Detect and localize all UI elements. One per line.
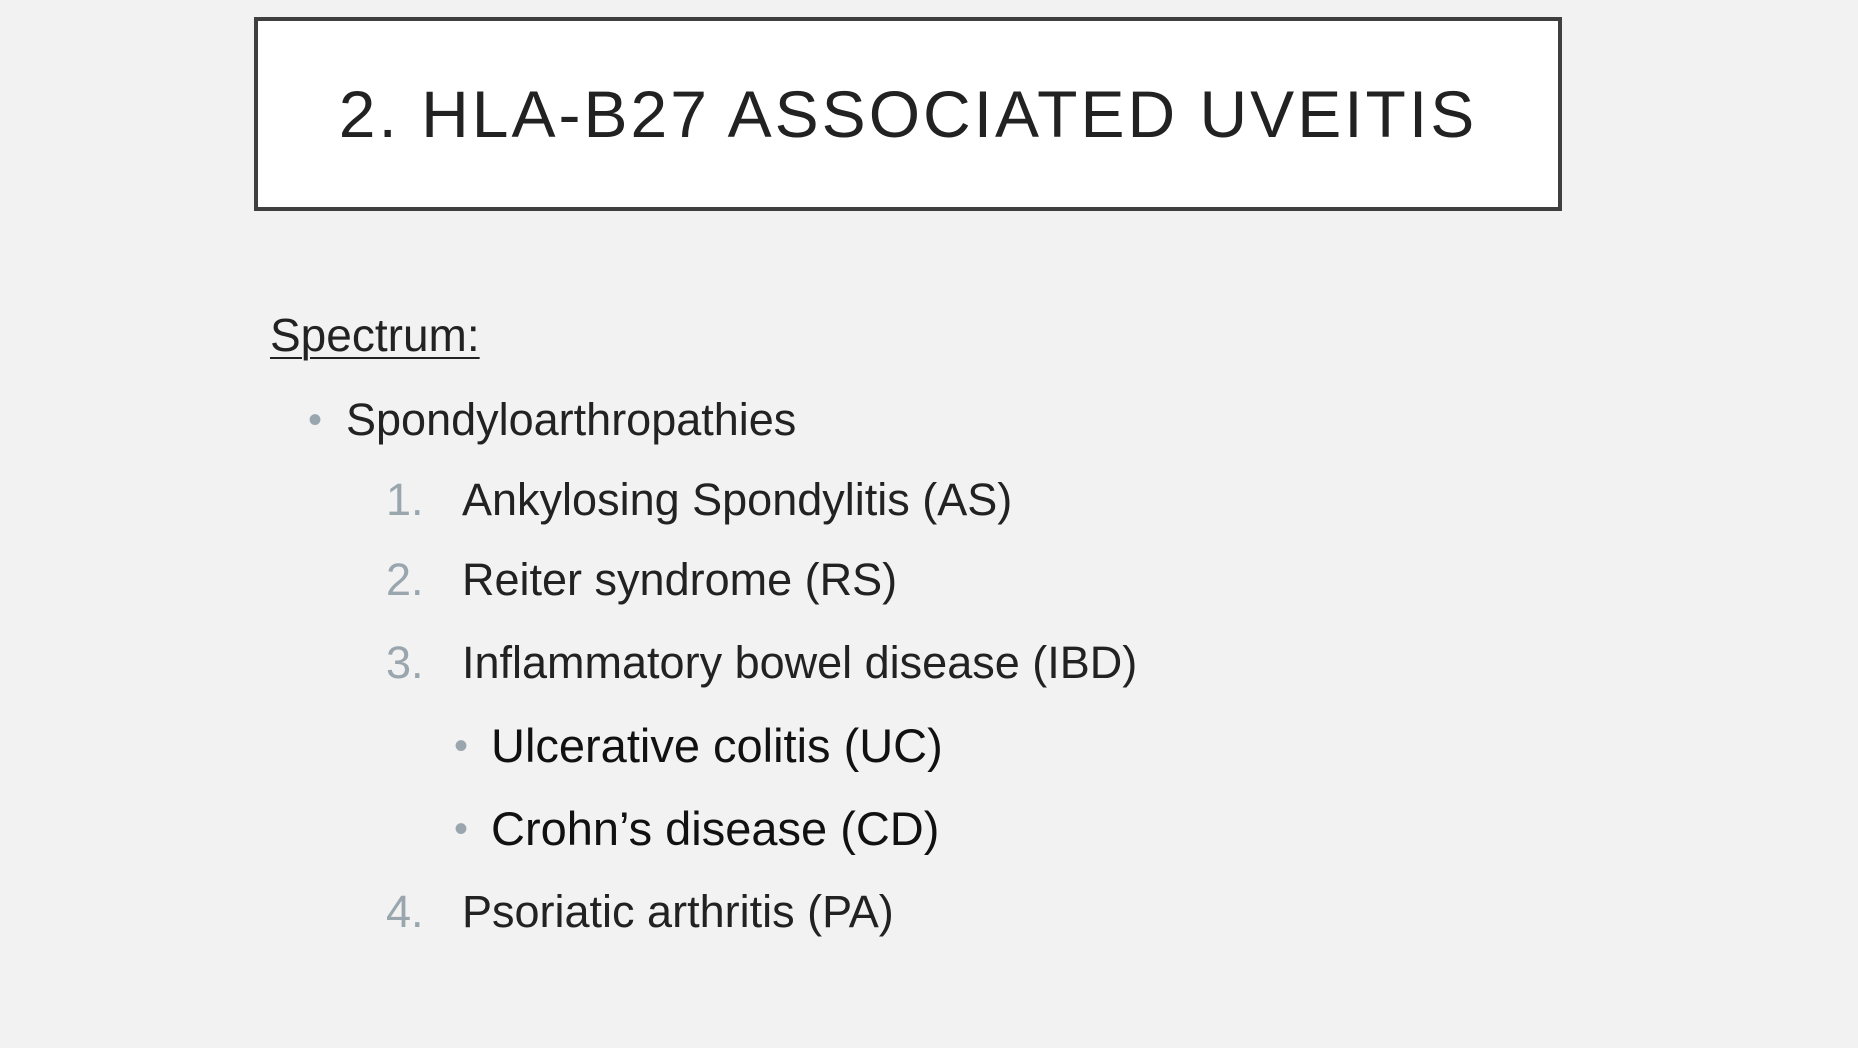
- list-number: 4.: [386, 886, 424, 937]
- list-item-text: Ankylosing Spondylitis (AS): [462, 474, 1013, 525]
- slide-title: 2. HLA-B27 ASSOCIATED UVEITIS: [338, 77, 1478, 151]
- bullet-icon: •: [454, 807, 469, 851]
- bullet-icon: •: [454, 724, 469, 768]
- list-number: 1.: [386, 474, 424, 525]
- bullet-icon: •: [308, 398, 323, 442]
- sub-item-text: Ulcerative colitis (UC): [491, 719, 943, 772]
- list-number: 3.: [386, 637, 424, 688]
- list-item-text: Inflammatory bowel disease (IBD): [462, 637, 1138, 688]
- main-bullet-text: Spondyloarthropathies: [346, 394, 797, 445]
- section-label: Spectrum:: [270, 309, 480, 361]
- sub-item-text: Crohn’s disease (CD): [491, 802, 940, 855]
- list-number: 2.: [386, 554, 424, 605]
- list-item-text: Reiter syndrome (RS): [462, 554, 898, 605]
- list-item-text: Psoriatic arthritis (PA): [462, 886, 894, 937]
